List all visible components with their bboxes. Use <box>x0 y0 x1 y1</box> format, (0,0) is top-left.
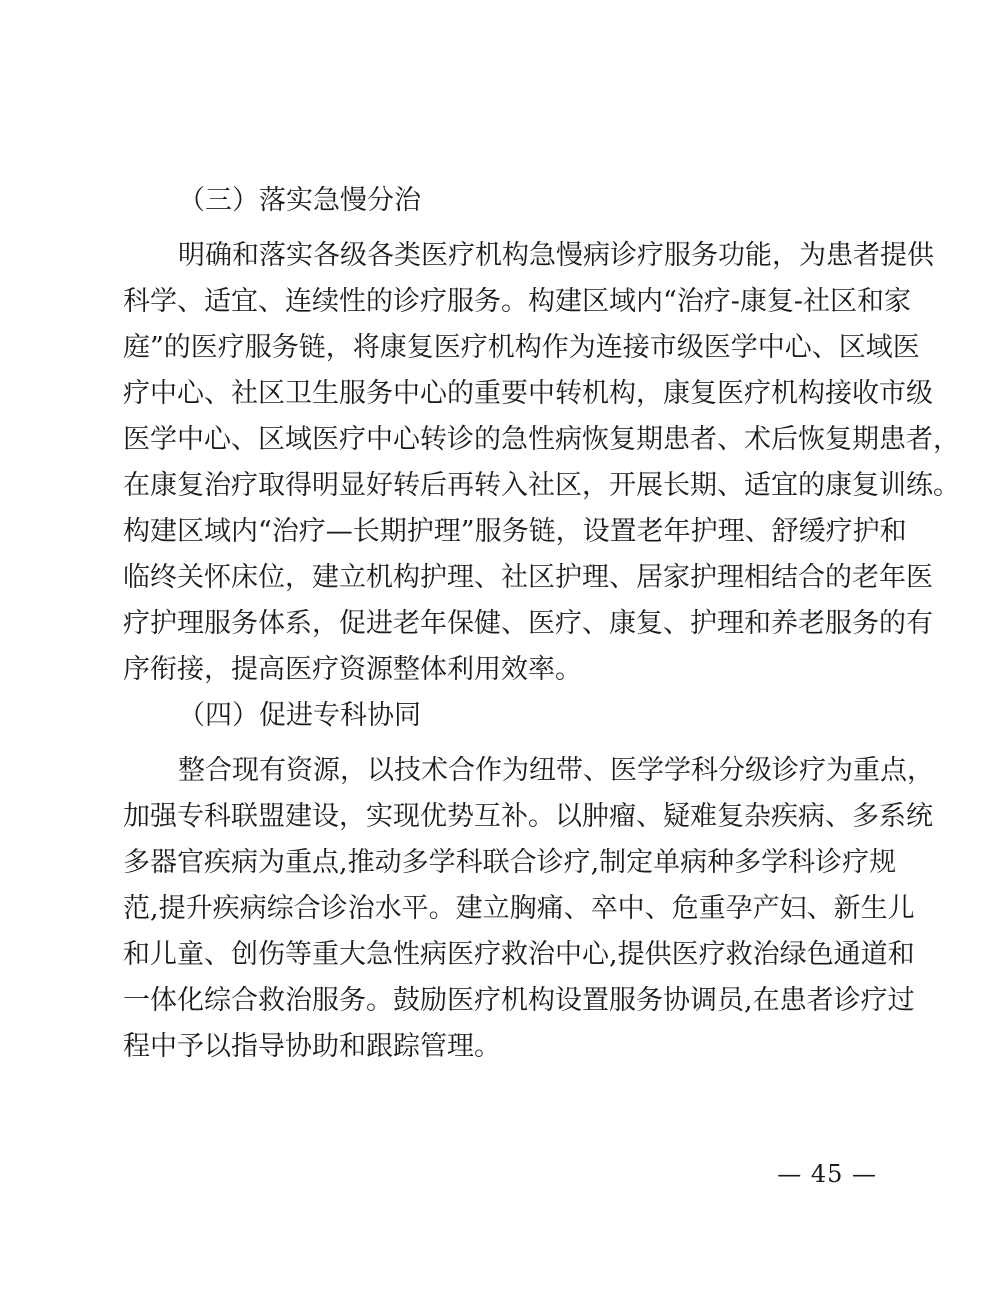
paragraph-line: 构建区域内“治疗—长期护理”服务链，设置老年护理、舒缓疗护和 <box>123 516 907 547</box>
section-heading-4: （四）促进专科协同 <box>178 700 421 731</box>
paragraph-line: 和儿童、创伤等重大急性病医疗救治中心,提供医疗救治绿色通道和 <box>123 939 915 970</box>
section-heading-3: （三）落实急慢分治 <box>178 185 421 216</box>
paragraph-line: 一体化综合救治服务。鼓励医疗机构设置服务协调员,在患者诊疗过 <box>123 985 915 1016</box>
page-number: — 45 — <box>777 1160 877 1188</box>
paragraph-line: 疗护理服务体系，促进老年保健、医疗、康复、护理和养老服务的有 <box>123 608 933 639</box>
paragraph-line: 加强专科联盟建设，实现优势互补。以肿瘤、疑难复杂疾病、多系统 <box>123 801 933 832</box>
paragraph-line: 庭”的医疗服务链，将康复医疗机构作为连接市级医学中心、区域医 <box>123 332 920 363</box>
paragraph-line: 范,提升疾病综合诊治水平。建立胸痛、卒中、危重孕产妇、新生儿 <box>123 893 915 924</box>
paragraph-line: 整合现有资源，以技术合作为纽带、医学学科分级诊疗为重点， <box>178 755 934 786</box>
paragraph-line: 程中予以指导协助和跟踪管理。 <box>123 1031 501 1062</box>
paragraph-line: 明确和落实各级各类医疗机构急慢病诊疗服务功能，为患者提供 <box>178 240 934 271</box>
paragraph-line: 临终关怀床位，建立机构护理、社区护理、居家护理相结合的老年医 <box>123 562 933 593</box>
paragraph-line: 科学、适宜、连续性的诊疗服务。构建区域内“治疗-康复-社区和家 <box>123 286 912 317</box>
paragraph-line: 在康复治疗取得明显好转后再转入社区，开展长期、适宜的康复训练。 <box>123 470 960 501</box>
paragraph-line: 多器官疾病为重点,推动多学科联合诊疗,制定单病种多学科诊疗规 <box>123 847 897 878</box>
paragraph-line: 疗中心、社区卫生服务中心的重要中转机构，康复医疗机构接收市级 <box>123 378 933 409</box>
paragraph-line: 医学中心、区域医疗中心转诊的急性病恢复期患者、术后恢复期患者， <box>123 424 960 455</box>
paragraph-line: 序衔接，提高医疗资源整体利用效率。 <box>123 654 582 685</box>
